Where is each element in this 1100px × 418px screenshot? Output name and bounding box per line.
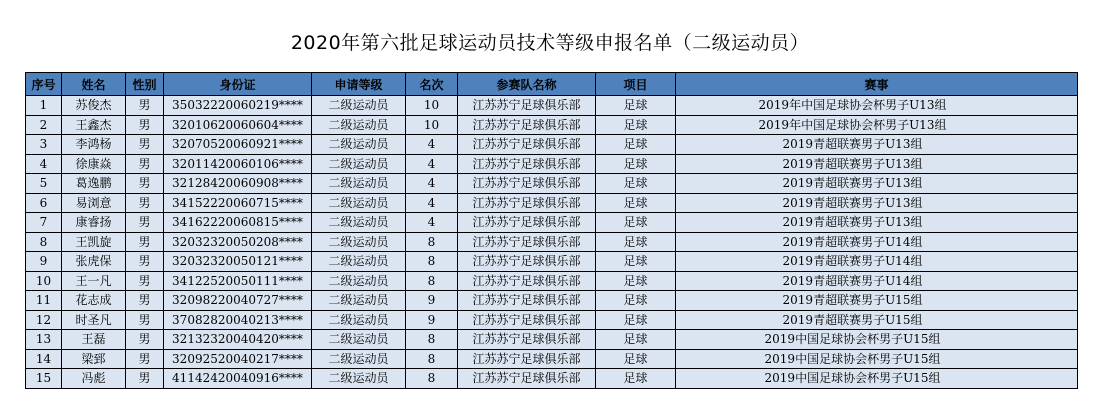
table-row — [26, 213, 1078, 233]
cell-name: 康睿扬 — [62, 213, 126, 233]
cell-sport: 足球 — [596, 213, 676, 233]
cell-rank: 8 — [406, 330, 458, 350]
cell-name: 葛逸鹏 — [62, 174, 126, 194]
cell-event: 2019青超联赛男子U13组 — [676, 193, 1078, 213]
cell-index: 13 — [26, 330, 62, 350]
cell-id-number: 32128420060908**** — [164, 174, 312, 194]
cell-gender: 男 — [126, 252, 164, 272]
table-row — [26, 310, 1078, 330]
cell-id-number: 32070520060921**** — [164, 135, 312, 155]
cell-index: 2 — [26, 115, 62, 135]
cell-name: 王磊 — [62, 330, 126, 350]
cell-index: 9 — [26, 252, 62, 272]
cell-level: 二级运动员 — [312, 271, 406, 291]
cell-team: 江苏苏宁足球俱乐部 — [458, 252, 596, 272]
cell-rank: 4 — [406, 213, 458, 233]
table-row — [26, 154, 1078, 174]
cell-gender: 男 — [126, 135, 164, 155]
cell-gender: 男 — [126, 96, 164, 116]
cell-event: 2019青超联赛男子U15组 — [676, 310, 1078, 330]
cell-name: 张虎保 — [62, 252, 126, 272]
cell-index: 8 — [26, 232, 62, 252]
cell-rank: 9 — [406, 310, 458, 330]
cell-sport: 足球 — [596, 96, 676, 116]
cell-index: 14 — [26, 349, 62, 369]
cell-name: 易浏意 — [62, 193, 126, 213]
cell-sport: 足球 — [596, 154, 676, 174]
cell-rank: 8 — [406, 252, 458, 272]
cell-level: 二级运动员 — [312, 349, 406, 369]
table-row — [26, 349, 1078, 369]
header-sport: 项目 — [596, 73, 676, 96]
cell-team: 江苏苏宁足球俱乐部 — [458, 154, 596, 174]
cell-event: 2019青超联赛男子U13组 — [676, 154, 1078, 174]
cell-gender: 男 — [126, 369, 164, 389]
cell-sport: 足球 — [596, 271, 676, 291]
cell-team: 江苏苏宁足球俱乐部 — [458, 349, 596, 369]
cell-gender: 男 — [126, 271, 164, 291]
cell-name: 王一凡 — [62, 271, 126, 291]
cell-rank: 4 — [406, 154, 458, 174]
cell-team: 江苏苏宁足球俱乐部 — [458, 174, 596, 194]
cell-sport: 足球 — [596, 330, 676, 350]
header-team: 参赛队名称 — [458, 73, 596, 96]
cell-index: 7 — [26, 213, 62, 233]
cell-sport: 足球 — [596, 174, 676, 194]
cell-id-number: 32092520040217**** — [164, 349, 312, 369]
cell-name: 王凯旋 — [62, 232, 126, 252]
cell-rank: 8 — [406, 349, 458, 369]
header-gender: 性别 — [126, 73, 164, 96]
cell-sport: 足球 — [596, 252, 676, 272]
cell-gender: 男 — [126, 349, 164, 369]
cell-level: 二级运动员 — [312, 369, 406, 389]
cell-team: 江苏苏宁足球俱乐部 — [458, 310, 596, 330]
cell-id-number: 32132320040420**** — [164, 330, 312, 350]
cell-id-number: 34122520050111**** — [164, 271, 312, 291]
table-header-row — [26, 73, 1078, 96]
table-row — [26, 193, 1078, 213]
cell-level: 二级运动员 — [312, 174, 406, 194]
cell-sport: 足球 — [596, 115, 676, 135]
cell-name: 花志成 — [62, 291, 126, 311]
cell-level: 二级运动员 — [312, 252, 406, 272]
table-row — [26, 174, 1078, 194]
table-row — [26, 232, 1078, 252]
cell-team: 江苏苏宁足球俱乐部 — [458, 291, 596, 311]
athlete-roster-table — [25, 72, 1078, 389]
cell-name: 冯彪 — [62, 369, 126, 389]
cell-id-number: 35032220060219**** — [164, 96, 312, 116]
cell-event: 2019青超联赛男子U14组 — [676, 252, 1078, 272]
cell-event: 2019中国足球协会杯男子U15组 — [676, 330, 1078, 350]
cell-rank: 8 — [406, 232, 458, 252]
cell-sport: 足球 — [596, 349, 676, 369]
cell-rank: 4 — [406, 193, 458, 213]
cell-gender: 男 — [126, 291, 164, 311]
cell-team: 江苏苏宁足球俱乐部 — [458, 96, 596, 116]
header-event: 赛事 — [676, 73, 1078, 96]
cell-team: 江苏苏宁足球俱乐部 — [458, 115, 596, 135]
cell-level: 二级运动员 — [312, 330, 406, 350]
cell-id-number: 34162220060815**** — [164, 213, 312, 233]
table-row — [26, 96, 1078, 116]
cell-event: 2019中国足球协会杯男子U15组 — [676, 349, 1078, 369]
cell-id-number: 32032320050121**** — [164, 252, 312, 272]
cell-level: 二级运动员 — [312, 193, 406, 213]
table-row — [26, 369, 1078, 389]
cell-level: 二级运动员 — [312, 135, 406, 155]
table-row — [26, 330, 1078, 350]
cell-team: 江苏苏宁足球俱乐部 — [458, 213, 596, 233]
cell-name: 王鑫杰 — [62, 115, 126, 135]
cell-event: 2019青超联赛男子U14组 — [676, 271, 1078, 291]
cell-team: 江苏苏宁足球俱乐部 — [458, 271, 596, 291]
cell-event: 2019青超联赛男子U13组 — [676, 213, 1078, 233]
cell-team: 江苏苏宁足球俱乐部 — [458, 369, 596, 389]
cell-gender: 男 — [126, 174, 164, 194]
cell-rank: 8 — [406, 271, 458, 291]
cell-gender: 男 — [126, 193, 164, 213]
cell-rank: 9 — [406, 291, 458, 311]
cell-level: 二级运动员 — [312, 213, 406, 233]
cell-gender: 男 — [126, 232, 164, 252]
header-name: 姓名 — [62, 73, 126, 96]
table-row — [26, 115, 1078, 135]
header-rank: 名次 — [406, 73, 458, 96]
cell-gender: 男 — [126, 213, 164, 233]
table-body — [26, 96, 1078, 389]
cell-level: 二级运动员 — [312, 115, 406, 135]
cell-index: 12 — [26, 310, 62, 330]
cell-name: 梁郅 — [62, 349, 126, 369]
cell-sport: 足球 — [596, 232, 676, 252]
cell-rank: 10 — [406, 115, 458, 135]
cell-rank: 10 — [406, 96, 458, 116]
header-level: 申请等级 — [312, 73, 406, 96]
cell-index: 15 — [26, 369, 62, 389]
cell-id-number: 32098220040727**** — [164, 291, 312, 311]
cell-event: 2019青超联赛男子U13组 — [676, 135, 1078, 155]
cell-gender: 男 — [126, 115, 164, 135]
cell-index: 1 — [26, 96, 62, 116]
cell-sport: 足球 — [596, 135, 676, 155]
cell-index: 3 — [26, 135, 62, 155]
cell-sport: 足球 — [596, 310, 676, 330]
cell-name: 苏俊杰 — [62, 96, 126, 116]
cell-team: 江苏苏宁足球俱乐部 — [458, 232, 596, 252]
cell-rank: 4 — [406, 174, 458, 194]
cell-gender: 男 — [126, 310, 164, 330]
cell-team: 江苏苏宁足球俱乐部 — [458, 135, 596, 155]
header-index: 序号 — [26, 73, 62, 96]
cell-id-number: 32011420060106**** — [164, 154, 312, 174]
cell-id-number: 37082820040213**** — [164, 310, 312, 330]
cell-index: 5 — [26, 174, 62, 194]
cell-event: 2019青超联赛男子U14组 — [676, 232, 1078, 252]
cell-event: 2019中国足球协会杯男子U15组 — [676, 369, 1078, 389]
header-id-number: 身份证 — [164, 73, 312, 96]
cell-id-number: 32032320050208**** — [164, 232, 312, 252]
cell-team: 江苏苏宁足球俱乐部 — [458, 193, 596, 213]
cell-id-number: 34152220060715**** — [164, 193, 312, 213]
table-row — [26, 271, 1078, 291]
cell-level: 二级运动员 — [312, 291, 406, 311]
cell-id-number: 41142420040916**** — [164, 369, 312, 389]
cell-event: 2019年中国足球协会杯男子U13组 — [676, 96, 1078, 116]
cell-name: 时圣凡 — [62, 310, 126, 330]
cell-event: 2019青超联赛男子U13组 — [676, 174, 1078, 194]
cell-event: 2019年中国足球协会杯男子U13组 — [676, 115, 1078, 135]
cell-name: 徐康焱 — [62, 154, 126, 174]
cell-level: 二级运动员 — [312, 96, 406, 116]
cell-index: 4 — [26, 154, 62, 174]
cell-gender: 男 — [126, 330, 164, 350]
cell-name: 李鸿杨 — [62, 135, 126, 155]
cell-sport: 足球 — [596, 193, 676, 213]
cell-level: 二级运动员 — [312, 154, 406, 174]
page-title: 2020年第六批足球运动员技术等级申报名单（二级运动员） — [290, 32, 810, 54]
cell-rank: 4 — [406, 135, 458, 155]
cell-event: 2019青超联赛男子U15组 — [676, 291, 1078, 311]
table-row — [26, 252, 1078, 272]
table-row — [26, 135, 1078, 155]
cell-index: 10 — [26, 271, 62, 291]
cell-rank: 8 — [406, 369, 458, 389]
cell-level: 二级运动员 — [312, 310, 406, 330]
cell-sport: 足球 — [596, 369, 676, 389]
cell-index: 11 — [26, 291, 62, 311]
cell-level: 二级运动员 — [312, 232, 406, 252]
cell-id-number: 32010620060604**** — [164, 115, 312, 135]
cell-sport: 足球 — [596, 291, 676, 311]
table-row — [26, 291, 1078, 311]
cell-team: 江苏苏宁足球俱乐部 — [458, 330, 596, 350]
cell-gender: 男 — [126, 154, 164, 174]
cell-index: 6 — [26, 193, 62, 213]
